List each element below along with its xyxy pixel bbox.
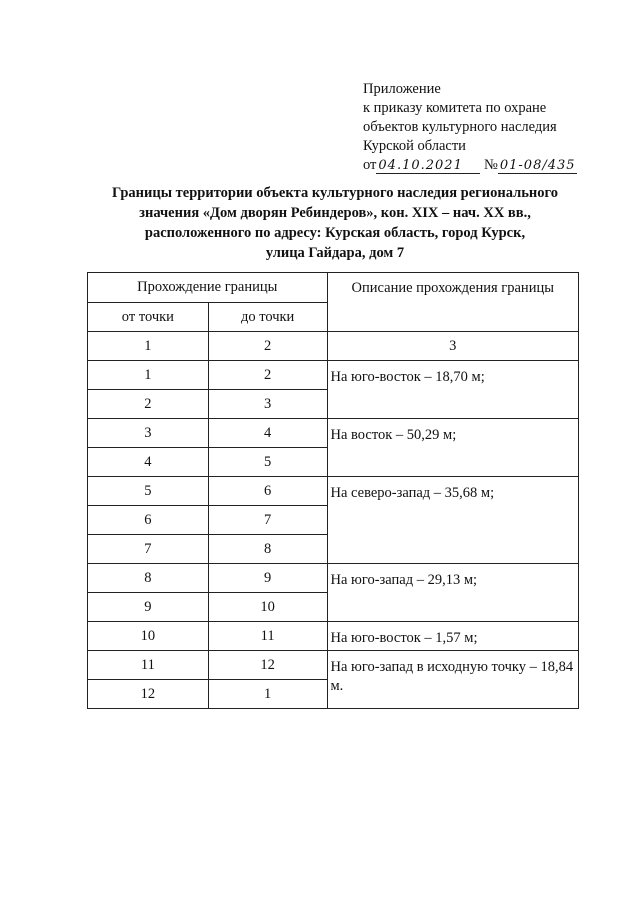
appendix-date-line <box>363 156 577 175</box>
number-prefix: № <box>484 157 498 173</box>
title-line: Границы территории объекта культурного наследия регионального <box>112 185 558 201</box>
date-prefix: от <box>363 157 377 173</box>
title-line: расположенного по адресу: Курская область, город Курск, <box>144 225 526 241</box>
to-point: 6 <box>208 477 327 506</box>
table-row <box>88 622 579 651</box>
table-row <box>88 419 579 448</box>
from-point: 3 <box>88 419 209 448</box>
table-row <box>88 477 579 506</box>
description-cell: На юго-запад – 29,13 м; <box>327 564 579 622</box>
numbering-row <box>88 332 579 361</box>
appendix-block <box>363 80 577 175</box>
from-point: 10 <box>88 622 209 651</box>
header-passage: Прохождение границы <box>88 273 328 303</box>
to-point: 1 <box>208 680 327 709</box>
boundary-table <box>87 272 579 709</box>
order-date: 04.10.2021 <box>376 158 480 174</box>
document-title <box>60 183 610 263</box>
to-point: 10 <box>208 593 327 622</box>
from-point: 1 <box>88 361 209 390</box>
from-point: 5 <box>88 477 209 506</box>
from-point: 8 <box>88 564 209 593</box>
order-number: 01-08/435 <box>499 158 576 173</box>
appendix-title: Приложение <box>363 81 441 97</box>
table-row <box>88 564 579 593</box>
from-point: 11 <box>88 651 209 680</box>
to-point: 4 <box>208 419 327 448</box>
table-row <box>88 651 579 680</box>
description-cell: На юго-восток – 18,70 м; <box>327 361 579 419</box>
from-point: 6 <box>88 506 209 535</box>
title-line: значения «Дом дворян Ребиндеров», кон. XIX – нач. XX вв., <box>139 205 531 221</box>
from-point: 7 <box>88 535 209 564</box>
to-point: 7 <box>208 506 327 535</box>
description-cell: На юго-восток – 1,57 м; <box>327 622 579 651</box>
description-cell: На северо-запад – 35,68 м; <box>327 477 579 564</box>
table-row <box>88 361 579 390</box>
to-point: 9 <box>208 564 327 593</box>
from-point: 12 <box>88 680 209 709</box>
to-point: 12 <box>208 651 327 680</box>
to-point: 8 <box>208 535 327 564</box>
to-point: 2 <box>208 361 327 390</box>
description-cell: На восток – 50,29 м; <box>327 419 579 477</box>
description-cell: На юго-запад в исходную точку – 18,84 м. <box>327 651 579 709</box>
to-point: 5 <box>208 448 327 477</box>
header-to-point: до точки <box>208 303 327 332</box>
column-number: 2 <box>208 332 327 361</box>
column-number: 3 <box>327 332 579 361</box>
header-description: Описание прохождения границы <box>327 273 579 332</box>
header-from-point: от точки <box>88 303 209 332</box>
from-point: 9 <box>88 593 209 622</box>
from-point: 4 <box>88 448 209 477</box>
to-point: 11 <box>208 622 327 651</box>
title-line: улица Гайдара, дом 7 <box>265 245 405 261</box>
appendix-line: объектов культурного наследия <box>363 119 557 135</box>
appendix-line: Курской области <box>363 138 466 154</box>
to-point: 3 <box>208 390 327 419</box>
from-point: 2 <box>88 390 209 419</box>
column-number: 1 <box>88 332 209 361</box>
appendix-line: к приказу комитета по охране <box>363 100 547 116</box>
